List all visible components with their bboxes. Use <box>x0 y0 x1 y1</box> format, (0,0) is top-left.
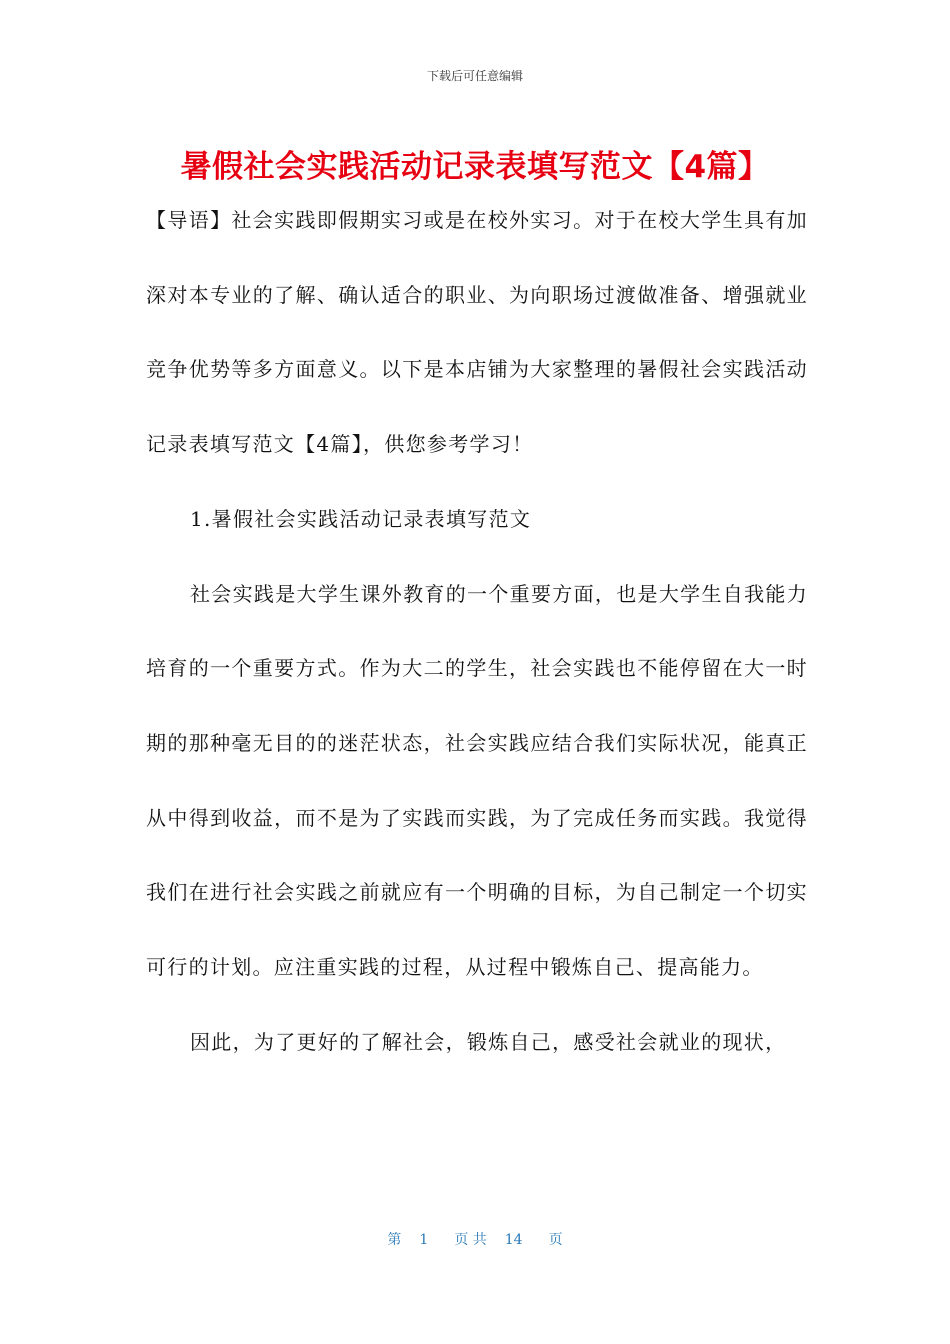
page-number: 1 <box>419 1232 429 1248</box>
section-heading: 1.暑假社会实践活动记录表填写范文 <box>190 506 532 531</box>
page-prefix: 第 <box>387 1232 402 1248</box>
intro-paragraph: 【导语】社会实践即假期实习或是在校外实习。对于在校大学生具有加深对本专业的了解、确认适合的职业、为向职场过渡做准备、增强就业竞争优势等多方面意义。以下是本店铺为大家整理的暑假社会实践活动记录表填写范文【4篇】，供您参考学习！ <box>146 208 808 457</box>
page-suffix: 页 <box>548 1232 563 1248</box>
page-mid: 页 共 <box>454 1232 487 1248</box>
document-title: 暑假社会实践活动记录表填写范文【4篇】 <box>180 149 770 185</box>
header-note: 下载后可任意编辑 <box>426 69 523 83</box>
page-footer <box>0 1229 950 1249</box>
document-body <box>146 183 808 1079</box>
body-paragraph: 因此，为了更好的了解社会，锻炼自己，感受社会就业的现状， <box>190 1029 787 1054</box>
body-paragraph: 社会实践是大学生课外教育的一个重要方面，也是大学生自我能力培育的一个重要方式。作为大二的学生，社会实践也不能停留在大一时期的那种毫无目的的迷茫状态，社会实践应结合我们实际状况，能真正从中得到收益，而不是为了实践而实践，为了完成任务而实践。我觉得我们在进行社会实践之前就应有一个明确的目标，为自己制定一个切实可行的计划。应注重实践的过程，从过程中锻炼自己、提高能力。 <box>146 581 808 980</box>
total-pages: 14 <box>504 1232 523 1248</box>
